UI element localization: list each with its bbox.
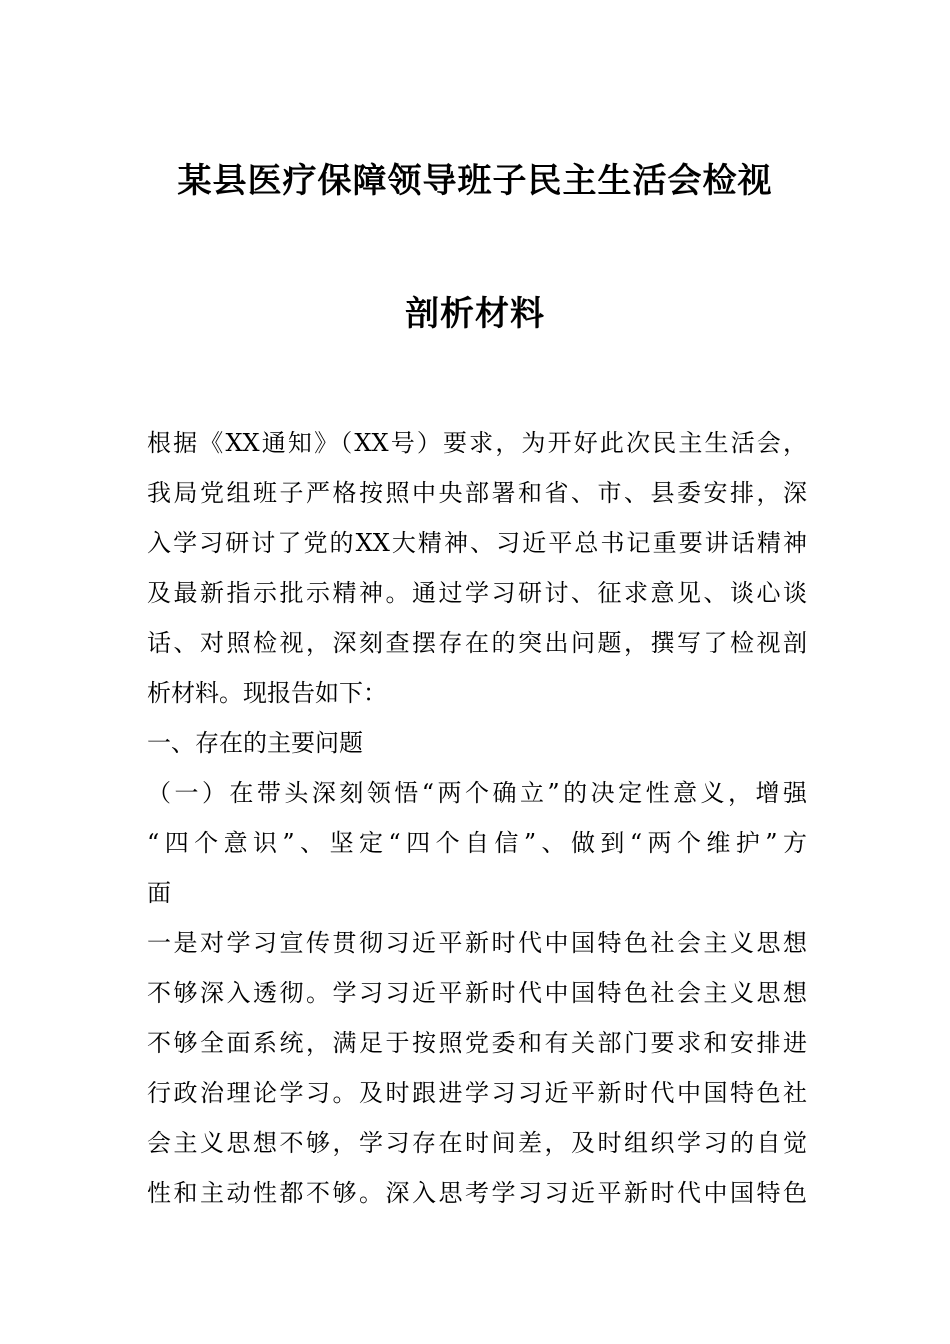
body-line-6: 析材料。现报告如下： — [147, 679, 387, 707]
body-line-1: 根据《XX通知》（XX号）要求，为开好此次民主生活会， — [147, 429, 807, 457]
body-line-11: 一是对学习宣传贯彻习近平新时代中国特色社会主义思想 — [147, 929, 807, 957]
document-title-line-2: 剖析材料 — [405, 294, 545, 334]
body-line-16: 性和主动性都不够。深入思考学习习近平新时代中国特色 — [147, 1179, 807, 1207]
body-line-3: 入学习研讨了党的XX大精神、习近平总书记重要讲话精神 — [147, 529, 807, 557]
subsection-heading-line-2: “四个意识”、坚定“四个自信”、做到“两个维护”方 — [147, 829, 807, 857]
body-line-13: 不够全面系统，满足于按照党委和有关部门要求和安排进 — [147, 1029, 807, 1057]
body-line-2: 我局党组班子严格按照中央部署和省、市、县委安排，深 — [147, 479, 807, 507]
subsection-heading-line-1: （一）在带头深刻领悟“两个确立”的决定性意义，增强 — [147, 779, 807, 807]
section-heading: 一、存在的主要问题 — [147, 729, 363, 757]
document-body — [147, 418, 807, 1218]
body-line-12: 不够深入透彻。学习习近平新时代中国特色社会主义思想 — [147, 979, 807, 1007]
document-title-line-1: 某县医疗保障领导班子民主生活会检视 — [177, 161, 773, 201]
body-line-4: 及最新指示批示精神。通过学习研讨、征求意见、谈心谈 — [147, 579, 807, 607]
subsection-heading-line-3: 面 — [147, 879, 171, 907]
body-line-5: 话、对照检视，深刻查摆存在的突出问题，撰写了检视剖 — [147, 629, 807, 657]
body-line-15: 会主义思想不够，学习存在时间差，及时组织学习的自觉 — [147, 1129, 807, 1157]
body-line-14: 行政治理论学习。及时跟进学习习近平新时代中国特色社 — [147, 1079, 807, 1107]
